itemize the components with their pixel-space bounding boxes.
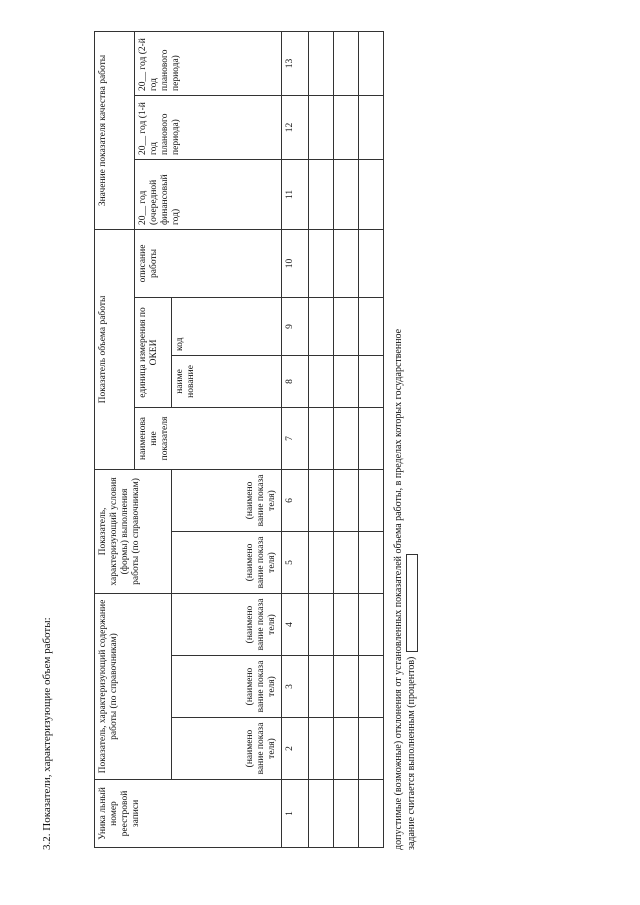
table-row [309,31,334,847]
deviation-percent-field[interactable] [406,554,418,652]
table-cell [359,656,384,718]
table-cell [359,780,384,848]
section-title: 3.2. Показатели, характеризующие объем работы: [41,617,53,850]
table-cell [309,531,334,593]
table-cell [334,297,359,355]
header-year-plan-2: 20__ год (2-й год планового периода) [134,31,282,95]
table-cell [309,407,334,469]
table-cell [309,656,334,718]
column-number: 5 [282,531,309,593]
table-cell [334,656,359,718]
column-number: 13 [282,31,309,95]
header-condition-group: Показатель, характеризующий условия (формы) выполнения работы (по справочникам) [95,469,172,593]
table-cell [309,355,334,407]
header-year-current: 20__ год (очередной финансовый год) [134,159,282,229]
header-quality-group: Значение показателя качества работы [95,31,135,229]
header-sub-name-3: (наимено вание показа теля) [171,593,281,655]
table-row [334,31,359,847]
header-indicator-name: наименова ние показателя [134,407,282,469]
column-number: 2 [282,718,309,780]
table-cell [359,407,384,469]
table-cell [309,297,334,355]
table-cell [359,95,384,159]
column-number: 8 [282,355,309,407]
header-registry-number: Уника льный номер реестровой записи [95,780,282,848]
header-unit-name: наиме нование [171,355,281,407]
table-cell [359,355,384,407]
table-cell [334,159,359,229]
column-number: 7 [282,407,309,469]
column-number: 12 [282,95,309,159]
table-cell [334,407,359,469]
column-number: 11 [282,159,309,229]
table-cell [309,780,334,848]
header-work-description: описание работы [134,229,282,297]
table-cell [309,31,334,95]
table-row [359,31,384,847]
header-sub-name-1: (наимено вание показа теля) [171,718,281,780]
table-cell [359,718,384,780]
header-sub-name-2: (наимено вание показа теля) [171,656,281,718]
rotated-page [38,30,438,850]
table-cell [334,718,359,780]
header-unit-okei: единица измерения по ОКЕИ [134,297,171,407]
column-number: 3 [282,656,309,718]
deviation-note-line-1: допустимые (возможные) отклонения от установленных показателей объема работы, в пределах которых государственное [393,328,404,850]
table-cell [359,229,384,297]
column-number: 1 [282,780,309,848]
header-sub-name-5: (наимено вание показа теля) [171,469,281,531]
table-cell [309,229,334,297]
header-content-group: Показатель, характеризующий содержание работы (по справочникам) [95,593,172,779]
deviation-note [392,30,418,850]
table-cell [359,469,384,531]
column-number-row [282,31,309,847]
column-number: 10 [282,229,309,297]
header-volume-group: Показатель объема работы [95,229,135,469]
work-volume-table [94,31,384,848]
table-cell [334,593,359,655]
table-cell [334,531,359,593]
table-cell [309,718,334,780]
header-sub-name-4: (наимено вание показа теля) [171,531,281,593]
table-cell [334,95,359,159]
table-cell [309,469,334,531]
table-cell [334,780,359,848]
table-cell [309,593,334,655]
table-cell [359,31,384,95]
table-cell [309,95,334,159]
column-number: 4 [282,593,309,655]
deviation-note-line-2: задание считается выполненным (процентов) [406,656,417,850]
table-cell [309,159,334,229]
table-cell [359,297,384,355]
column-number: 6 [282,469,309,531]
table-cell [334,229,359,297]
table-cell [359,159,384,229]
table-cell [334,31,359,95]
header-unit-code: код [171,297,281,355]
header-year-plan-1: 20__ год (1-й год планового периода) [134,95,282,159]
table-cell [334,355,359,407]
deviation-note-line-2-wrap [405,30,418,850]
table-cell [359,593,384,655]
table-cell [334,469,359,531]
table-cell [359,531,384,593]
column-number: 9 [282,297,309,355]
